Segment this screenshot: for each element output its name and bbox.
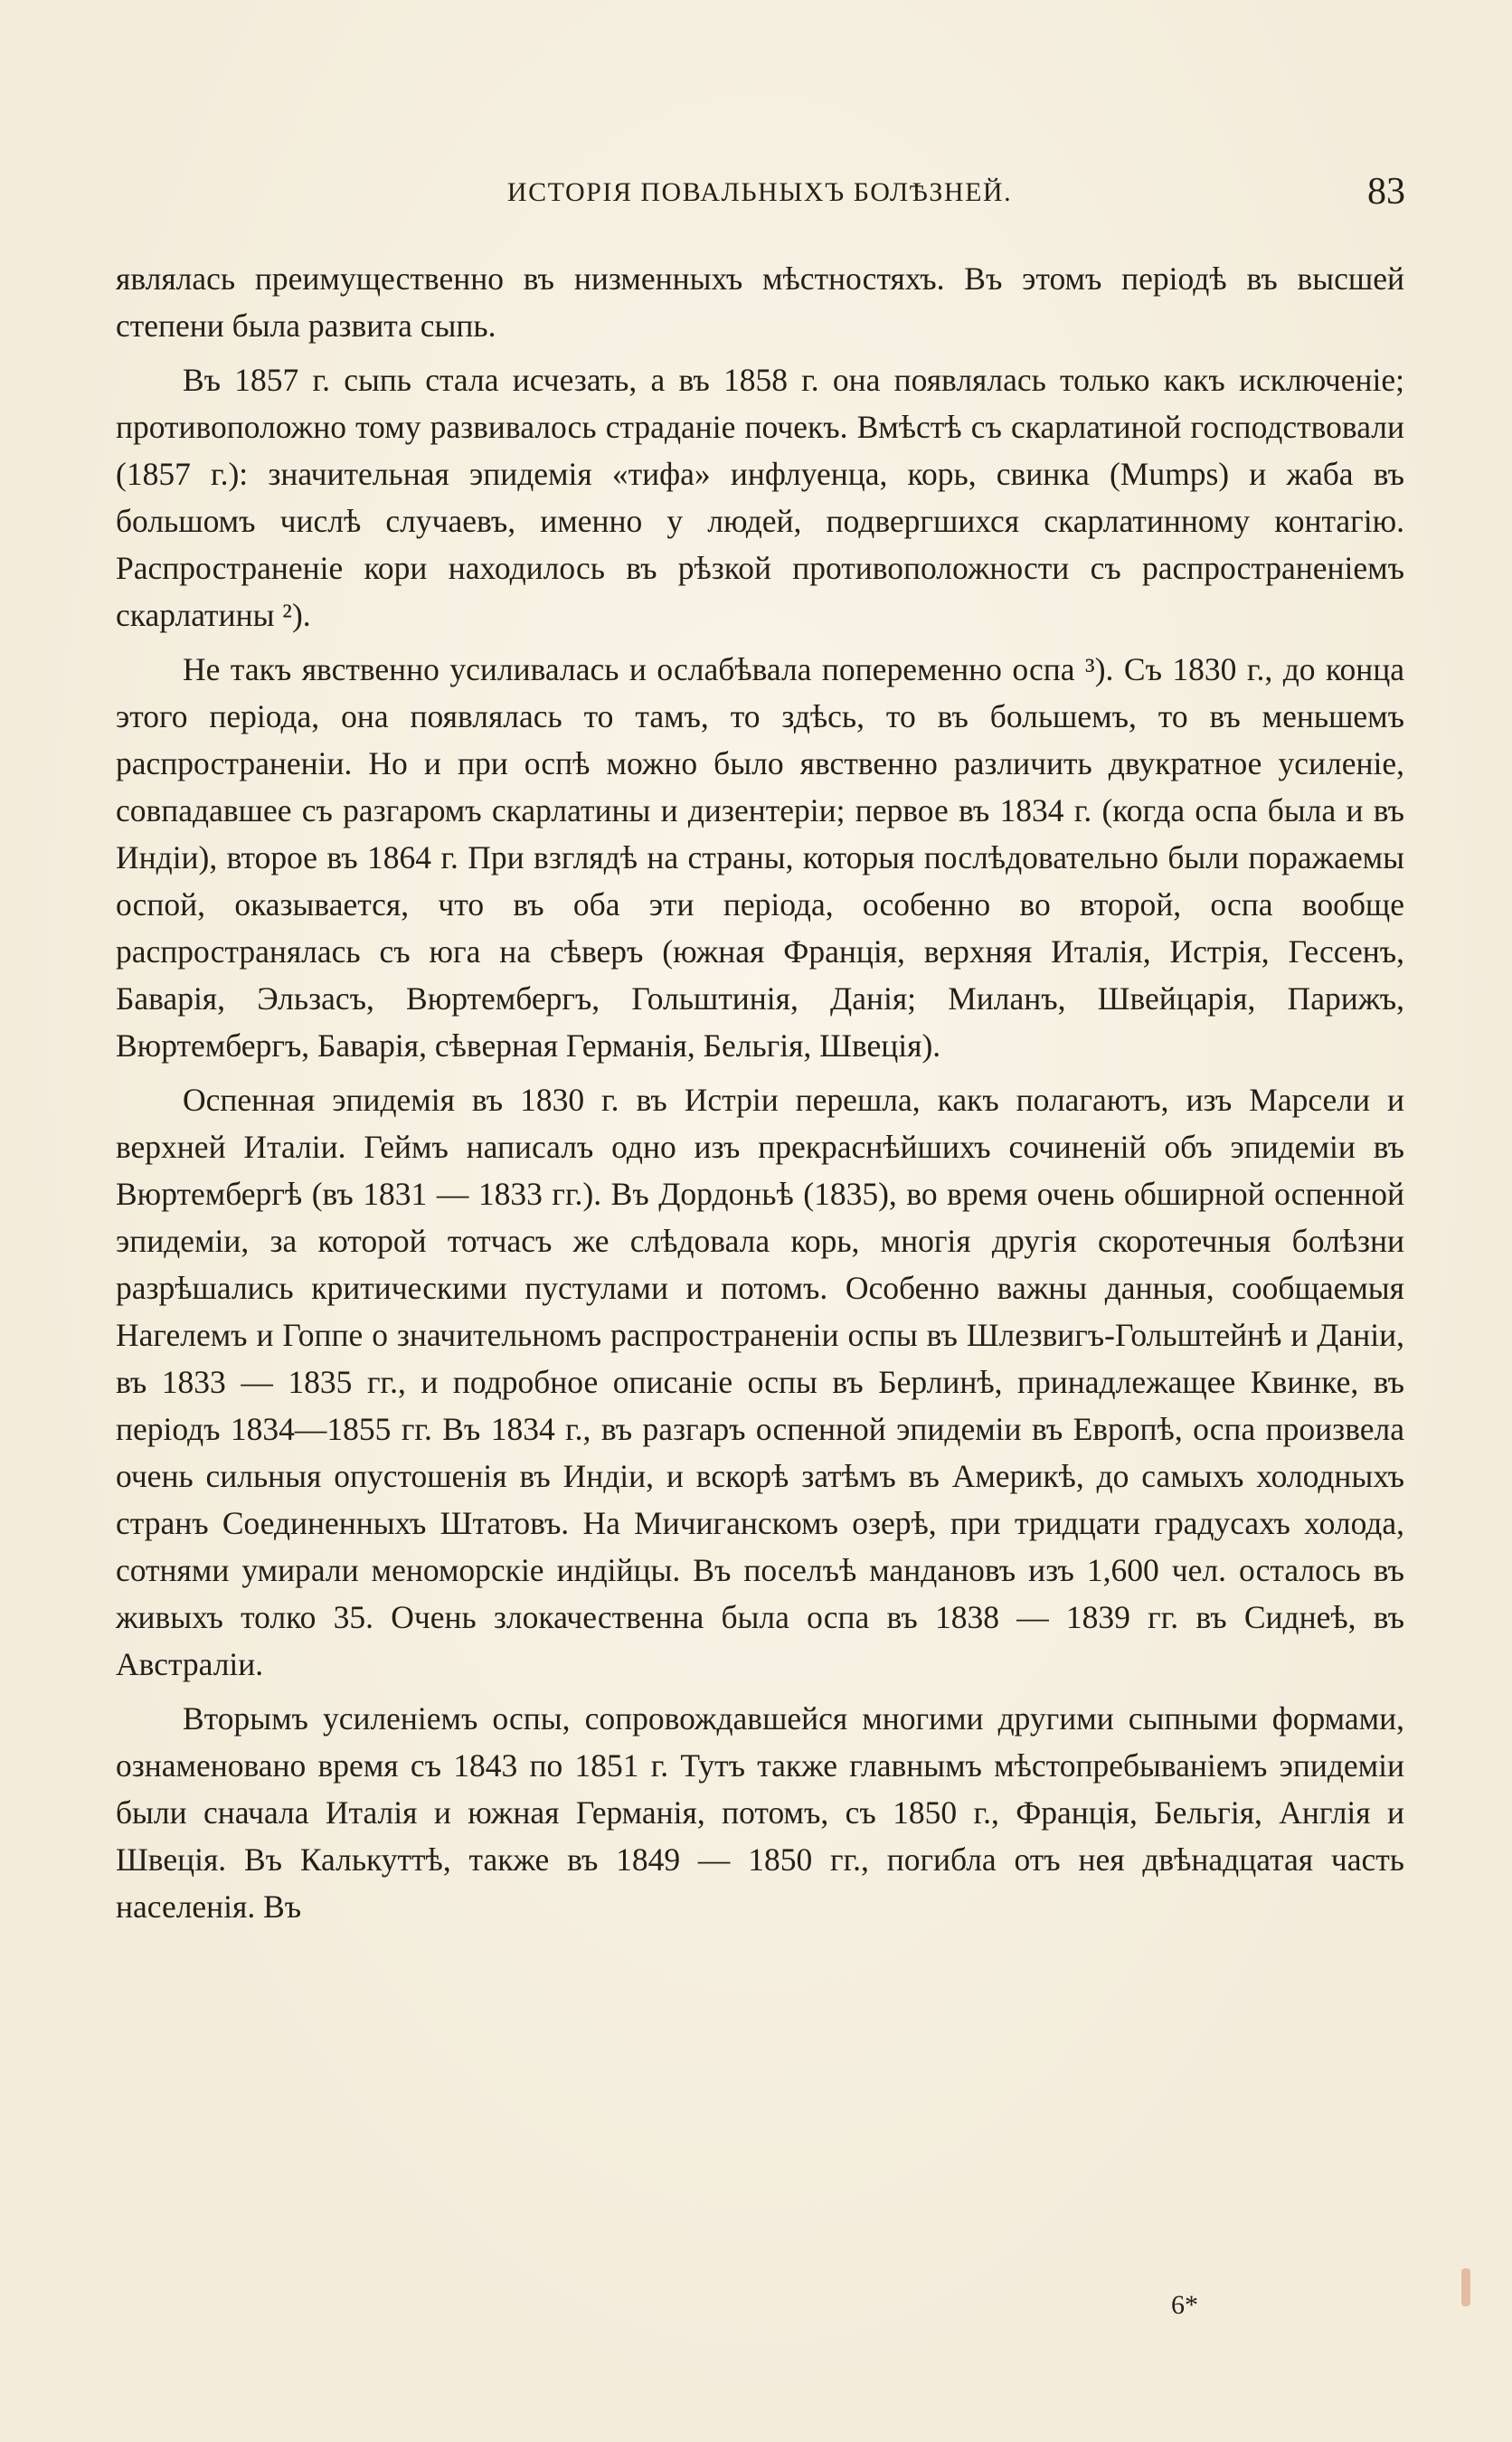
running-head: ИСТОРІЯ ПОВАЛЬНЫХЪ БОЛѢЗНЕЙ. xyxy=(506,177,1013,207)
body-text xyxy=(116,255,1404,1937)
paragraph: Въ 1857 г. сыпь стала исчезать, а въ 1858 г. она появлялась только какъ исключеніе; противоположно тому развивалось страданіе почекъ. Вмѣстѣ съ скарлатиной господствовали (1857 г.): значительная эпидемія «тифа» инфлуенца, корь, свинка (Mumps) и жаба въ большомъ числѣ случаевъ, именно у людей, подвергшихся скарлатинному контагію. Распространеніе кори находилось въ рѣзкой противоположности съ распространеніемъ скарлатины ²). xyxy=(116,362,1404,633)
paragraph: Оспенная эпидемія въ 1830 г. въ Истріи перешла, какъ полагаютъ, изъ Марсели и верхней Италіи. Геймъ написалъ одно изъ прекраснѣйшихъ сочиненій объ эпидеміи въ Вюртембергѣ (въ 1831 — 1833 гг.). Въ Дордоньѣ (1835), во время очень обширной оспенной эпидеміи, за которой тотчасъ же слѣдовала корь, многія другія скоротечныя болѣзни разрѣшались критическими пустулами и потомъ. Особенно важны данныя, сообщаемыя Нагелемъ и Гоппе о значительномъ распространеніи оспы въ Шлезвигъ-Гольштейнѣ и Даніи, въ 1833 — 1835 гг., и подробное описаніе оспы въ Берлинѣ, принадлежащее Квинке, въ періодъ 1834—1855 гг. Въ 1834 г., въ разгаръ оспенной эпидеміи въ Европѣ, оспа произвела очень сильныя опустошенія въ Индіи, и вскорѣ затѣмъ въ Америкѣ, до самыхъ холодныхъ странъ Соединенныхъ Штатовъ. На Мичиганскомъ озерѣ, при тридцати градусахъ холода, сотнями умирали меноморскіе индійцы. Въ поселъѣ мандановъ изъ 1,600 чел. осталось въ живыхъ толко 35. Очень злокачественна была оспа въ 1838 — 1839 гг. въ Сиднеѣ, въ Австраліи. xyxy=(116,1082,1404,1682)
page-header xyxy=(0,171,1512,222)
paragraph: являлась преимущественно въ низменныхъ мѣстностяхъ. Въ этомъ періодѣ въ высшей степени была развита сыпь. xyxy=(116,260,1404,344)
ink-stain xyxy=(1461,2268,1470,2306)
signature-mark: 6* xyxy=(1171,2290,1198,2320)
paragraph: Вторымъ усиленіемъ оспы, сопровождавшейся многими другими сыпными формами, ознаменовано время съ 1843 по 1851 г. Тутъ также главнымъ мѣстопребываніемъ эпидеміи были сначала Италія и южная Германія, потомъ, съ 1850 г., Франція, Бельгія, Англія и Швеція. Въ Калькуттѣ, также въ 1849 — 1850 гг., погибла отъ нея двѣнадцатая часть населенія. Въ xyxy=(116,1700,1404,1925)
page-number: 83 xyxy=(1367,171,1405,213)
paragraph: Не такъ явственно усиливалась и ослабѣвала попеременно оспа ³). Съ 1830 г., до конца этого періода, она появлялась то тамъ, то здѣсь, то въ большемъ, то въ меньшемъ распространеніи. Но и при оспѣ можно было явственно различить двукратное усиленіе, совпадавшее съ разгаромъ скарлатины и дизентеріи; первое въ 1834 г. (когда оспа была и въ Индіи), второе въ 1864 г. При взглядѣ на страны, которыя послѣдовательно были поражаемы оспой, оказывается, что въ оба эти періода, особенно во второй, оспа вообще распространялась съ юга на сѣверъ (южная Франція, верхняя Италія, Истрія, Гессенъ, Баварія, Эльзасъ, Вюртембергъ, Гольштинія, Данія; Миланъ, Швейцарія, Парижъ, Вюртембергъ, Баварія, сѣверная Германія, Бельгія, Швеція). xyxy=(116,651,1404,1064)
